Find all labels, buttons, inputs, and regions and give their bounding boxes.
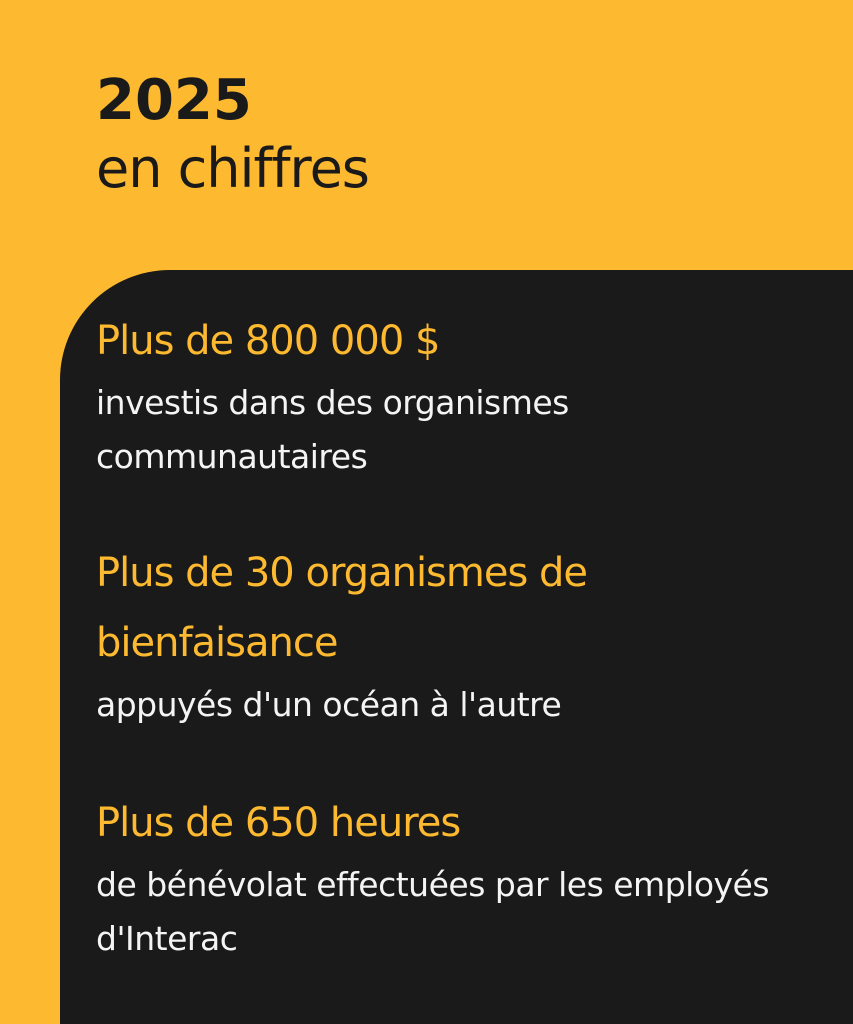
stat-description: investis dans des organismes communautaires: [96, 383, 569, 476]
stat-description: appuyés d'un océan à l'autre: [96, 685, 562, 724]
stat-description: de bénévolat effectuées par les employés d'Interac: [96, 865, 770, 958]
subtitle-heading: en chiffres: [96, 137, 369, 200]
stat-title: Plus de 650 heures: [96, 800, 461, 846]
stat-item-charities: [96, 538, 796, 732]
stat-title: Plus de 800 000 $: [96, 318, 440, 364]
year-heading: 2025: [96, 68, 252, 133]
stats-panel: [60, 270, 853, 1024]
page-header: [96, 66, 369, 202]
stat-item-volunteer-hours: [96, 788, 796, 966]
stat-item-investment: [96, 306, 796, 484]
stat-title: Plus de 30 organismes de bienfaisance: [96, 550, 588, 666]
